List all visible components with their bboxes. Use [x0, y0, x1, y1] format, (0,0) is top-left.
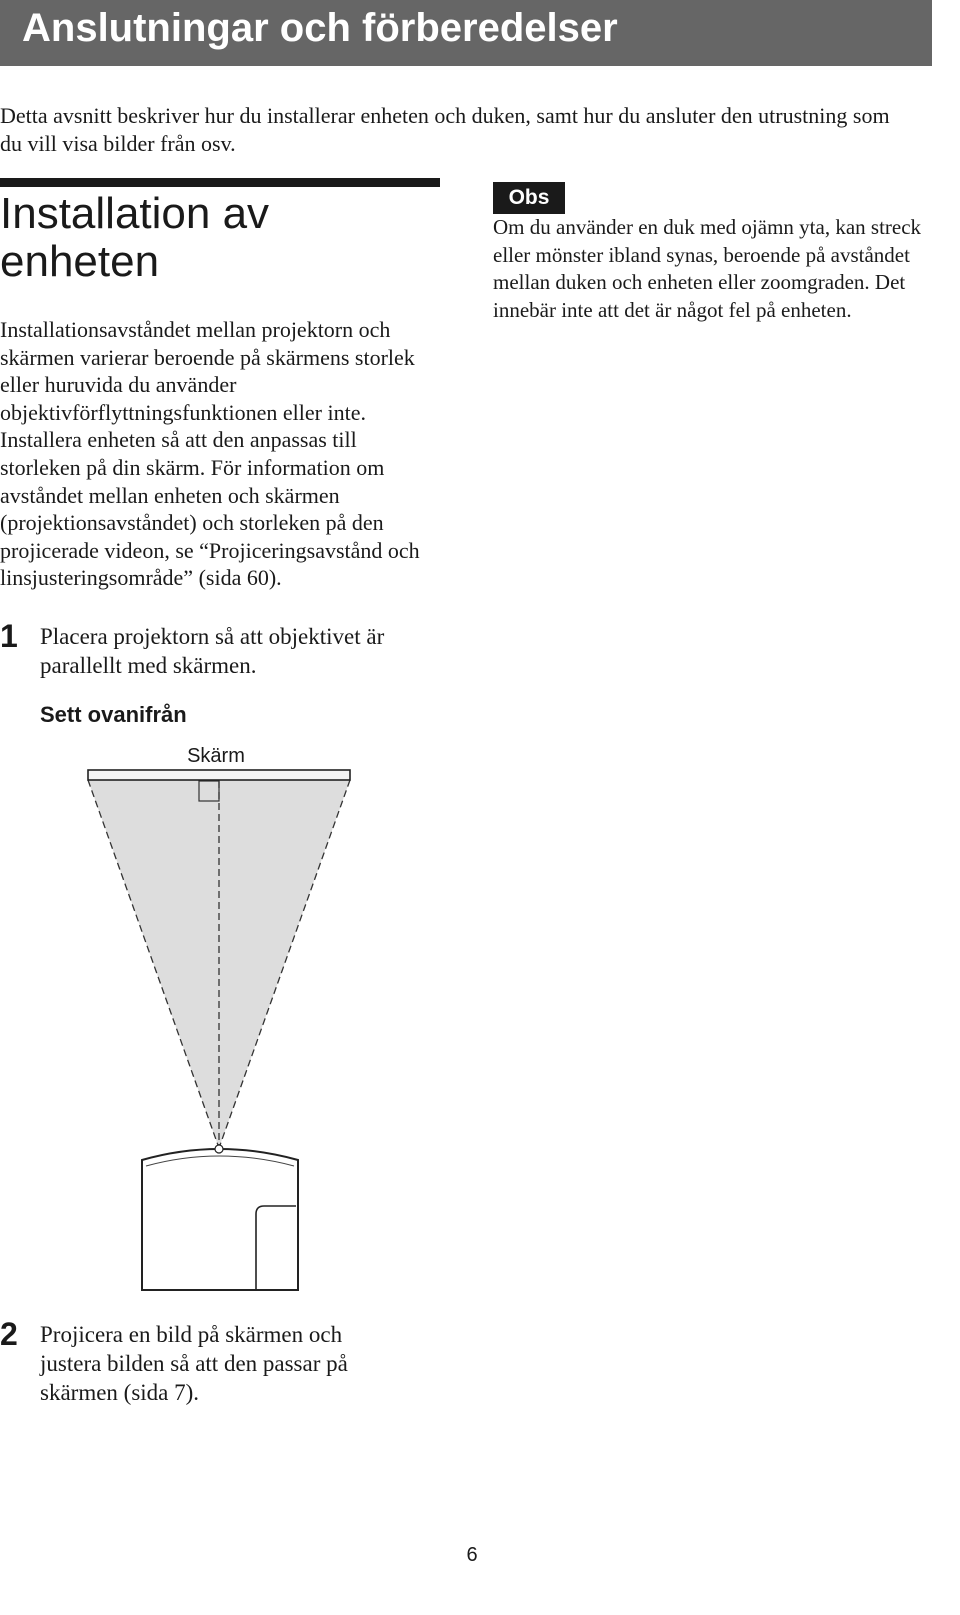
- screen-shape: [88, 770, 350, 780]
- projector-body: [142, 1149, 298, 1290]
- projection-diagram: [0, 730, 440, 1300]
- section-body: Installationsavståndet mellan projektorn och skärmen varierar beroende på skärmens storlek eller huruvida du använder objektivförflyttningsfunktionen eller inte. Installera enheten så att den anpassas till storleken på din skärm. För information om avståndet mellan enheten och skärmen (projektionsavståndet) och storleken på den projicerade videon, se “Projiceringsavstånd och linsjusteringsområde” (sida 60).: [0, 317, 420, 591]
- step-text: Projicera en bild på skärmen och justera bilden så att den passar på skärmen (sida 7).: [40, 1322, 348, 1405]
- diagram-heading: Sett ovanifrån: [40, 702, 187, 727]
- section-title: Installation av enheten: [0, 189, 270, 286]
- step-number: 2: [0, 1316, 18, 1352]
- page-number: 6: [466, 1544, 478, 1566]
- projector-lens-icon: [215, 1145, 223, 1153]
- step-number: 1: [0, 618, 18, 654]
- intro-paragraph: Detta avsnitt beskriver hur du installerar enheten och duken, samt hur du ansluter den utrustning som du vill visa bilder från osv.: [0, 103, 890, 156]
- screen-label: Skärm: [187, 745, 245, 767]
- section-rule: [0, 178, 440, 187]
- chapter-title: Anslutningar och förberedelser: [22, 6, 618, 50]
- chapter-header-bar: [0, 0, 932, 66]
- step-text: Placera projektorn så att objektivet är parallellt med skärmen.: [40, 624, 385, 678]
- note-badge: Obs: [493, 182, 565, 214]
- note-text: Om du använder en duk med ojämn yta, kan streck eller mönster ibland synas, beroende på avståndet mellan duken och enheten eller zoomgraden. Det innebär inte att det är något fel på enheten.: [493, 215, 922, 322]
